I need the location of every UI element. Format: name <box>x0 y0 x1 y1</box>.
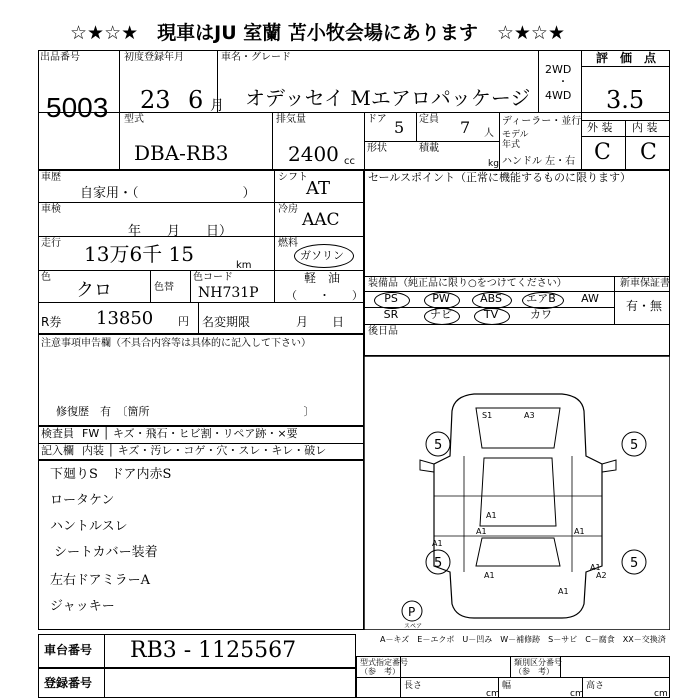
rating-label: 評 価 点 <box>596 51 657 65</box>
mileage-unit: km <box>236 260 252 271</box>
inspector-label: 検査員 <box>41 427 74 440</box>
length-unit: cm <box>486 689 500 699</box>
svg-text:S1: S1 <box>482 411 493 420</box>
svg-text:5: 5 <box>434 438 443 453</box>
svg-text:5: 5 <box>630 438 639 453</box>
displacement-label: 排気量 <box>276 114 306 125</box>
width-unit: cm <box>570 689 584 699</box>
left-mirror <box>420 460 434 472</box>
recycle-label: R券 <box>41 315 62 329</box>
car-diagram <box>364 356 670 630</box>
warranty-label: 新車保証書 <box>620 278 670 289</box>
load-label: 積載 <box>419 143 439 154</box>
width-label: 幅 <box>502 681 512 691</box>
model-label: 型式 <box>124 114 144 125</box>
dealer-label: ディーラー・並行 <box>502 116 582 127</box>
svg-text:5: 5 <box>630 556 639 571</box>
notes-label: 注意事項申告欄（不具合内容等は具体的に記入して下さい） <box>41 338 311 349</box>
height-unit: cm <box>654 689 668 699</box>
model-value: DBA-RB3 <box>134 141 229 165</box>
svg-text:A2: A2 <box>596 571 607 580</box>
equip-pw: PW <box>432 292 450 305</box>
svg-text:スペア: スペア <box>404 623 423 630</box>
displacement-value: 2400 <box>288 142 339 166</box>
name-change-label: 名変期限 <box>202 315 251 329</box>
svg-text:A1: A1 <box>486 511 497 520</box>
drive-2wd: 2WD <box>545 63 572 76</box>
color-code: NH731P <box>198 285 259 301</box>
header-title: ☆★☆★ 現車はJU 室蘭 苫小牧会場にあります ☆★☆★ <box>70 22 565 44</box>
color-label: 色 <box>41 272 51 283</box>
note-line-3: ハントルスレ <box>50 519 128 534</box>
note-line-1: 下廻りS ドア内赤S <box>50 467 172 482</box>
recycle-unit: 円 <box>178 315 189 328</box>
exterior-label: 外 装 <box>587 121 613 134</box>
interior-grade: C <box>640 140 657 165</box>
inspection-codes-2: 内装 │ キズ・汚レ・コゲ・穴・スレ・キレ・破レ <box>82 444 327 457</box>
shift-label: シフト <box>278 172 308 183</box>
right-mirror <box>602 460 616 472</box>
equip-abs: ABS <box>480 292 502 305</box>
drive-dot: ・ <box>558 77 568 88</box>
capacity-unit: 人 <box>484 128 494 139</box>
first-reg-month: 6 <box>188 86 204 114</box>
equip-sr: SR <box>383 308 399 321</box>
model-year-label: モデル 年式 <box>502 130 529 150</box>
svg-text:A1: A1 <box>484 571 495 580</box>
note-line-5: 左右ドアミラーA <box>50 573 150 588</box>
shift-value: AT <box>306 178 331 199</box>
equip-ps: PS <box>384 292 398 305</box>
svg-text:A1: A1 <box>432 539 443 548</box>
svg-text:A1: A1 <box>558 587 569 596</box>
color-change-label: 色替 <box>154 282 174 293</box>
equipment-label: 装備品（純正品に限り○をつけてください） <box>368 278 567 289</box>
fuel-gas: ガソリン <box>300 249 344 262</box>
first-reg-year: 23 <box>140 86 171 114</box>
equip-leather: カワ <box>530 308 552 321</box>
recycle-value: 13850 <box>96 308 154 329</box>
entry-label: 記入欄 <box>41 444 74 457</box>
name-change-value: 月 日 <box>296 315 345 329</box>
class-spec-label: 類別区分番号 （参 考） <box>514 658 562 676</box>
mileage-value: 13万6千 15 <box>84 242 194 266</box>
first-reg-month-unit: 月 <box>210 98 224 114</box>
doors-label: ドア <box>367 114 387 125</box>
svg-text:5: 5 <box>434 556 443 571</box>
aircon-label: 冷房 <box>278 204 298 215</box>
note-line-4: シートカバー装着 <box>54 545 158 560</box>
damage-legend: A－キズ E－エクボ U－凹み W－補修跡 S－サビ C－腐食 XX－交換済 <box>380 635 666 644</box>
handle-label: ハンドル 左・右 <box>502 156 576 167</box>
equip-aw: AW <box>581 292 599 305</box>
warranty-value: 有・無 <box>626 299 663 313</box>
svg-text:A3: A3 <box>524 411 535 420</box>
note-line-2: ロータケン <box>50 493 115 508</box>
note-line-6: ジャッキー <box>50 599 115 614</box>
exterior-grade: C <box>594 140 611 165</box>
equip-tv: TV <box>483 308 499 321</box>
doors-value: 5 <box>394 118 405 137</box>
history-label: 車歴 <box>41 172 61 183</box>
rear-seat-label: 後日品 <box>368 326 398 337</box>
svg-text:A1: A1 <box>476 527 487 536</box>
repair-label: 修復歴 有 〔箇所 〕 <box>56 405 315 418</box>
first-reg-label: 初度登録年月 <box>124 52 184 63</box>
car-body-outline <box>434 394 602 618</box>
equip-airbag: エアB <box>526 292 556 305</box>
interior-label: 内 装 <box>632 121 658 134</box>
color-code-label: 色コード <box>193 272 233 283</box>
mileage-label: 走行 <box>41 238 61 249</box>
history-value: 自家用・（ ） <box>80 186 256 201</box>
color-value: クロ <box>76 280 112 301</box>
car-name-label: 車名・グレード <box>221 52 291 63</box>
rating-value: 3.5 <box>606 86 645 114</box>
svg-text:P: P <box>408 605 416 619</box>
fuel-circle <box>294 244 354 268</box>
fuel-label: 燃料 <box>278 238 298 249</box>
main-frame <box>38 50 670 170</box>
capacity-value: 7 <box>460 118 471 137</box>
kg-unit: kg <box>488 159 499 169</box>
fuel-diesel: 軽 油 <box>304 271 341 285</box>
inspection-codes: FW │ キズ・飛石・ヒビ割・リペア跡・×要 <box>82 427 298 440</box>
car-rear-window <box>476 538 560 566</box>
length-label: 長さ <box>404 681 423 691</box>
shape-label: 形状 <box>367 143 387 154</box>
car-name: オデッセイ Mエアロパッケージ <box>245 86 531 110</box>
capacity-label: 定員 <box>419 114 439 125</box>
type-spec-label: 型式指定番号 （参 考） <box>360 658 408 676</box>
sales-point-label: セールスポイント（正常に機能するものに限ります） <box>368 171 632 184</box>
svg-text:A1: A1 <box>574 527 585 536</box>
displacement-unit: cc <box>344 156 355 167</box>
equip-navi: ナビ <box>430 308 452 321</box>
reg-number-label: 登録番号 <box>44 676 93 690</box>
shaken-label: 車検 <box>41 204 61 215</box>
lot-label: 出品番号 <box>40 52 80 63</box>
aircon-value: AAC <box>302 210 340 230</box>
chassis-value: RB3 - 1125567 <box>130 638 297 663</box>
lot-number: 5003 <box>46 92 109 123</box>
drive-4wd: 4WD <box>545 89 572 102</box>
chassis-label: 車台番号 <box>44 643 93 657</box>
svg-text:A1: A1 <box>590 563 601 572</box>
shaken-value: 年 月 日） <box>128 224 233 239</box>
height-label: 高さ <box>586 681 605 691</box>
